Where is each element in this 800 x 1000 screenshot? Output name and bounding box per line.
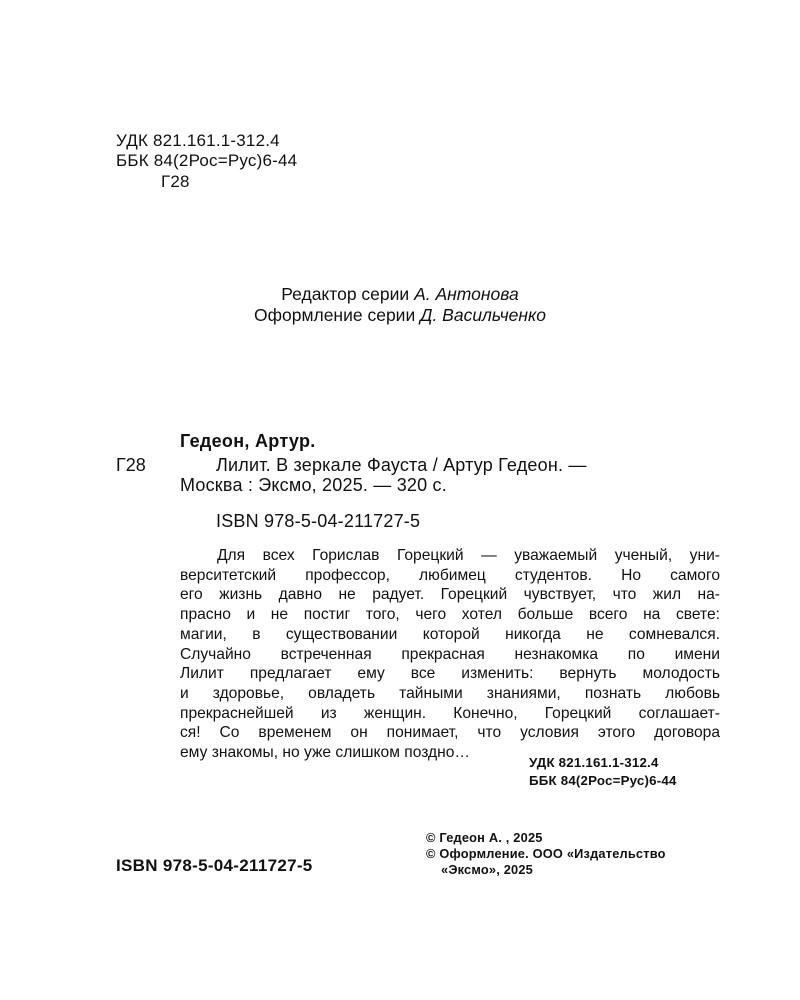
bbk-code: ББК 84(2Рос=Рус)6-44 xyxy=(116,151,298,170)
annotation-line: верситетский профессор, любимец студентов. Но самого xyxy=(180,566,720,584)
author-mark-side: Г28 xyxy=(116,455,146,475)
annotation-line: магии, в существовании которой никогда не сомневался. xyxy=(180,625,720,643)
author-heading: Гедеон, Артур. xyxy=(180,431,316,451)
annotation xyxy=(180,546,720,763)
series-design-role: Оформление серии xyxy=(253,305,416,325)
copyright-author: © Гедеон А. , 2025 xyxy=(426,830,543,845)
annotation-line: Лилит предлагает ему все изменить: вернуть молодость xyxy=(180,665,720,683)
copyright-publisher: «Эксмо», 2025 xyxy=(441,862,533,877)
title-line-1: Лилит. В зеркале Фауста / Артур Гедеон. — xyxy=(216,455,587,475)
annotation-line: ему знакомы, но уже слишком поздно… xyxy=(180,744,470,762)
annotation-line: Случайно встреченная прекрасная незнакомка по имени xyxy=(180,645,720,663)
annotation-line: прасно и не постиг того, чего хотел больше всего на свете: xyxy=(180,606,720,624)
udk-code-bottom: УДК 821.161.1-312.4 xyxy=(529,755,659,770)
annotation-line: ся! Со временем он понимает, что условия этого договора xyxy=(180,724,720,742)
annotation-line: его жизнь давно не радует. Горецкий чувствует, что жил на- xyxy=(180,586,720,604)
bbk-code-bottom: ББК 84(2Рос=Рус)6-44 xyxy=(529,773,677,788)
series-design-name: Д. Васильченко xyxy=(420,305,546,325)
udk-code: УДК 821.161.1-312.4 xyxy=(116,131,280,150)
annotation-line: Для всех Горислав Горецкий — уважаемый ученый, уни- xyxy=(217,547,720,564)
annotation-line: прекраснейшей из женщин. Конечно, Горецкий соглашает- xyxy=(180,704,720,722)
series-editor-role: Редактор серии xyxy=(281,284,410,304)
annotation-line: и здоровье, овладеть тайными знаниями, познать любовь xyxy=(180,684,720,702)
isbn-footer: ISBN 978-5-04-211727-5 xyxy=(116,856,313,875)
title-line-2: Москва : Эксмо, 2025. — 320 с. xyxy=(180,475,447,495)
copyright-design: © Оформление. ООО «Издательство xyxy=(426,846,666,861)
series-design-line xyxy=(0,305,800,326)
author-mark-top: Г28 xyxy=(161,172,190,191)
series-editor-line xyxy=(0,284,800,305)
entry-isbn: ISBN 978-5-04-211727-5 xyxy=(216,511,421,531)
series-editor-name: А. Антонова xyxy=(414,284,519,304)
